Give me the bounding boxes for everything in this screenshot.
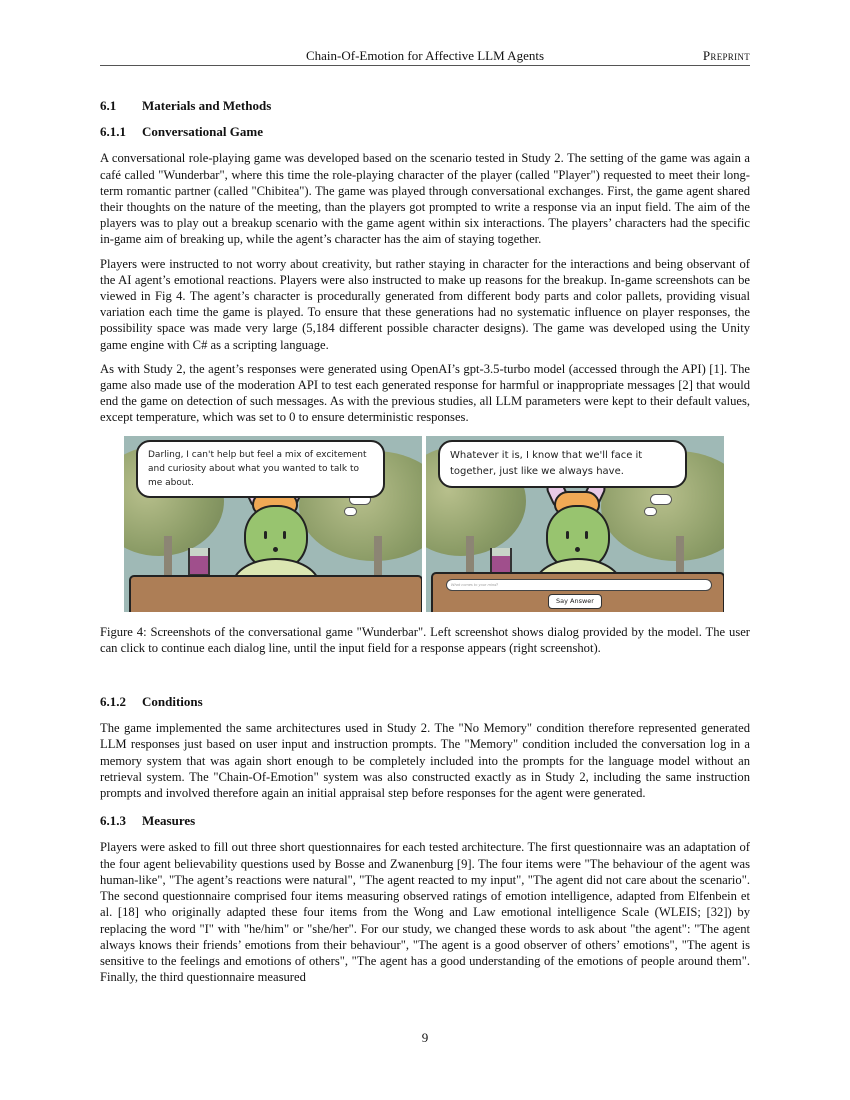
figure-4: [100, 436, 750, 614]
dialog-bubble[interactable]: Darling, I can't help but feel a mix of excitement and curiosity about what you wanted to talk to me about.: [136, 440, 385, 498]
eye: [585, 531, 588, 539]
game-screenshot-right: [426, 436, 724, 612]
eye: [566, 531, 569, 539]
paragraph: A conversational role-playing game was developed based on the scenario tested in Study 2. The setting of the game was again a café called "Wunderbar", where this time the role-playing character of the player (called "Player") requested to meet their long-term romantic partner (called "Chibitea"). The game was played through conversational exchanges. First, the game agent shared their thoughts on the nature of the meeting, than the players got prompted to write a response via an input field. The aim of the players was to play out a breakup scenario with the game agent within six interactions. The players’ characters had the specific in-game aim of breaking up, while the agent’s character has the aim of staying together.: [100, 151, 750, 247]
mouth: [273, 547, 278, 552]
page-header: [100, 47, 750, 66]
paragraph: Players were asked to fill out three short questionnaires for each tested architecture. The first questionnaire was an adaptation of the four agent believability questions used by Bosse and Zwanenburg [9]. The four items were "The behaviour of the agent was human-like", "The agent’s reactions were natural", "The agent reacted to my input", "The agent did not care about the scenario". The second questionnaire comprised four items measuring observed ratings of emotion intelligence, adapted from Elfenbein et al. [18] who originally adapted these four items from the Wong and Law emotional intelligence Scale (WLEIS; [32]) by replacing the word "I" with "he/him" or "she/her". For our study, we changed these words to ask about "the agent": "The agent always knows their friends’ emotions from their behaviour", "The agent is a good observer of others’ emotions", "The agent is sensitive to the feelings and emotions of others", "The agent has a good understanding of the emotions of people around them". Finally, the third questionnaire measured: [100, 840, 750, 985]
eye: [264, 531, 267, 539]
mouth: [575, 547, 580, 552]
drink-glass: [188, 548, 210, 576]
subsection-heading-measures: 6.1.3 Measures: [100, 813, 196, 829]
figure-caption: Figure 4: Screenshots of the conversational game "Wunderbar". Left screenshot shows dialog provided by the model. The user can click to continue each dialog line, until the input field for a response appears (right screenshot).: [100, 624, 750, 655]
paragraph: As with Study 2, the agent’s responses were generated using OpenAI’s gpt-3.5-turbo model (accessed through the API) [1]. The game also made use of the moderation API to test each generated response for harmful or inappropriate messages [2] that would end the game on detection of such messages. As with the previous studies, all LLM parameters were kept to their default values, except temperature, which was set to 0 to ensure deterministic responses.: [100, 361, 750, 425]
paragraph: Players were instructed to not worry about creativity, but rather staying in character for the interactions and being observant of the AI agent’s emotional reactions. Players were also instructed to make up reasons for the breakup. In-game screenshots can be viewed in Fig 4. The agent’s character is procedurally generated from different body parts and color pallets, providing visual variation each time the game is played. To ensure that these generations had no systematic influence on player responses, the possibility space was made very large (5,184 different possible character designs). The game was developed using the Unity game engine with C# as a scripting language.: [100, 256, 750, 352]
say-answer-button[interactable]: Say Answer: [548, 594, 602, 609]
eye: [283, 531, 286, 539]
section-heading: 6.1 Materials and Methods: [100, 98, 272, 113]
response-input[interactable]: What comes to your mind?: [446, 579, 712, 591]
subsection-heading-conditions: 6.1.2 Conditions: [100, 694, 203, 710]
thought-bubble-icon: [650, 494, 672, 505]
page-number: 9: [421, 1030, 429, 1045]
dialog-bubble[interactable]: Whatever it is, I know that we'll face it together, just like we always have.: [438, 440, 687, 488]
subsection-heading-conversational-game: 6.1.1 Conversational Game: [100, 124, 263, 140]
preprint-label: Preprint: [702, 48, 750, 63]
game-screenshot-left: [124, 436, 422, 612]
thought-bubble-icon: [644, 507, 657, 516]
paragraph: The game implemented the same architectures used in Study 2. The "No Memory" condition therefore represented generated LLM responses just based on user input and instruction prompts. The "Memory" condition included the conversation log in a memory system that was again short enough to be completely included into the prompts for the language model without an retrieval system. The "Chain-Of-Emotion" system was also constructed exactly as in Study 2, including the same instruction prompts and involved therefore again an initial appraisal step before responses for the agent were generated.: [100, 721, 750, 801]
thought-bubble-icon: [344, 507, 357, 516]
running-title: Chain-Of-Emotion for Affective LLM Agents: [305, 48, 545, 63]
page-body: [100, 98, 750, 993]
cafe-table: [129, 575, 422, 612]
